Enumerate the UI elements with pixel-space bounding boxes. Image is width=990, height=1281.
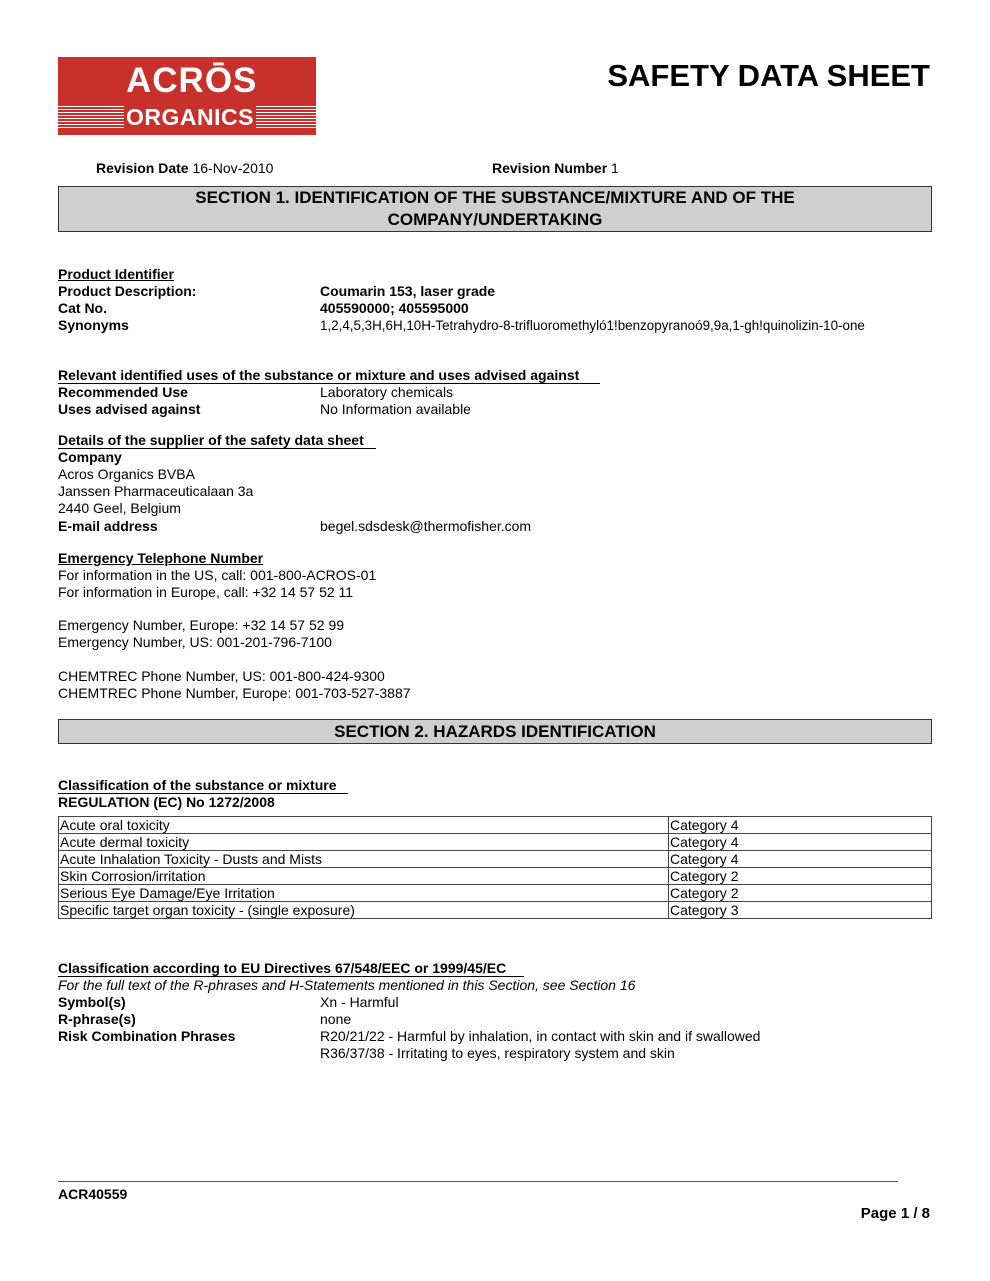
synonyms-value: 1,2,4,5,3H,6H,10H-Tetrahydro-8-trifluoromethyló1!benzopyranoó9,9a,1-gh!quinolizin-10-one [320,318,865,333]
logo-text-organics: ORGANICS [126,104,254,130]
risk-phrase-line: R20/21/22 - Harmful by inhalation, in contact with skin and if swallowed [320,1028,761,1044]
recommended-use-value: Laboratory chemicals [320,384,454,400]
emergency-heading: Emergency Telephone Number [58,550,264,566]
document-code: ACR40559 [58,1186,128,1202]
acros-organics-logo [58,57,316,135]
product-description-label: Product Description: [58,283,197,299]
emergency-line: Emergency Number, Europe: +32 14 57 52 99 [58,617,345,633]
classification-table [58,816,932,919]
emergency-line: For information in Europe, call: +32 14 57 52 11 [58,584,354,600]
product-description-value: Coumarin 153, laser grade [320,283,496,299]
section-1-header [58,186,932,232]
table-row [59,851,932,868]
emergency-line: CHEMTREC Phone Number, US: 001-800-424-9300 [58,668,385,684]
supplier-heading: Details of the supplier of the safety data sheet [58,432,364,448]
synonyms-label: Synonyms [58,317,129,333]
revision-number-label: Revision Number [492,160,608,176]
category-cell: Category 4 [669,851,932,868]
product-identifier-heading: Product Identifier [58,266,174,282]
hazard-cell: Acute dermal toxicity [59,834,669,851]
risk-combination-label: Risk Combination Phrases [58,1028,236,1044]
classification-heading: Classification of the substance or mixture [58,777,337,793]
uses-against-value: No Information available [320,401,471,417]
hazard-cell: Serious Eye Damage/Eye Irritation [59,885,669,902]
email-value[interactable]: begel.sdsdesk@thermofisher.com [320,518,532,534]
company-label: Company [58,449,122,465]
category-cell: Category 4 [669,834,932,851]
emergency-line: Emergency Number, US: 001-201-796-7100 [58,634,332,650]
hazard-cell: Acute oral toxicity [59,817,669,834]
company-line: Acros Organics BVBA [58,466,195,482]
risk-phrase-line: R36/37/38 - Irritating to eyes, respiratory system and skin [320,1045,675,1061]
symbols-value: Xn - Harmful [320,994,399,1010]
rphrases-value: none [320,1011,352,1027]
page-number [861,1205,930,1222]
revision-date [96,160,273,177]
recommended-use-label: Recommended Use [58,384,188,400]
section-1-heading-line1: SECTION 1. IDENTIFICATION OF THE SUBSTANCE/MIXTURE AND OF THE [195,188,795,207]
footer-divider [58,1181,898,1182]
revision-number-value: 1 [611,160,619,176]
table-row [59,902,932,919]
section-2-header [58,719,932,744]
table-row [59,885,932,902]
page-label: Page [860,1205,897,1222]
hazard-cell: Skin Corrosion/irritation [59,868,669,885]
table-row [59,834,932,851]
symbols-label: Symbol(s) [58,994,126,1010]
eu-classification-heading: Classification according to EU Directives 67/548/EEC or 1999/45/EC [58,960,507,976]
regulation-label: REGULATION (EC) No 1272/2008 [58,794,275,810]
rphrases-label: R-phrase(s) [58,1011,136,1027]
page-value: 1 / 8 [900,1205,930,1222]
company-line: Janssen Pharmaceuticalaan 3a [58,483,254,499]
section-2-heading: SECTION 2. HAZARDS IDENTIFICATION [334,722,656,741]
uses-against-label: Uses advised against [58,401,201,417]
emergency-line: For information in the US, call: 001-800-ACROS-01 [58,567,377,583]
category-cell: Category 2 [669,885,932,902]
table-row [59,868,932,885]
logo-text-acros: ACRŌS [126,61,258,100]
hazard-cell: Specific target organ toxicity - (single exposure) [59,902,669,919]
category-cell: Category 4 [669,817,932,834]
company-line: 2440 Geel, Belgium [58,500,181,516]
category-cell: Category 2 [669,868,932,885]
emergency-line: CHEMTREC Phone Number, Europe: 001-703-527-3887 [58,685,411,701]
revision-date-label: Revision Date [96,160,189,176]
revision-number [492,160,619,177]
revision-date-value: 16-Nov-2010 [192,160,274,176]
cat-no-value: 405590000; 405595000 [320,300,469,316]
section-1-heading-line2: COMPANY/UNDERTAKING [387,210,603,229]
cat-no-label: Cat No. [58,300,107,316]
document-title: SAFETY DATA SHEET [607,58,930,93]
hazard-cell: Acute Inhalation Toxicity - Dusts and Mists [59,851,669,868]
email-label: E-mail address [58,518,158,534]
category-cell: Category 3 [669,902,932,919]
uses-heading: Relevant identified uses of the substance or mixture and uses advised against [58,367,580,383]
eu-note: For the full text of the R-phrases and H-Statements mentioned in this Section, see Section 16 [58,977,636,993]
table-row [59,817,932,834]
